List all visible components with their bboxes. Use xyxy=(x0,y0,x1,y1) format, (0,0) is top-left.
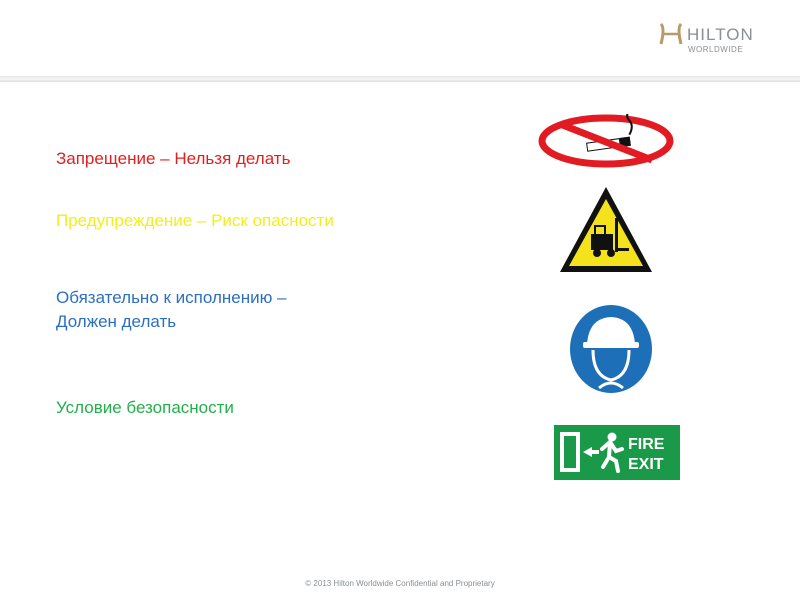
exit-text: EXIT xyxy=(628,456,664,473)
safe-condition-label: Условие безопасности xyxy=(56,398,234,417)
mandatory-label xyxy=(56,286,287,334)
fire-exit-sign-icon xyxy=(554,425,680,480)
prohibition-label: Запрещение – Нельзя делать xyxy=(56,149,291,168)
no-smoking-sign-icon xyxy=(538,114,678,168)
logo-subtitle: WORLDWIDE xyxy=(688,45,744,54)
warning-label: Предупреждение – Риск опасности xyxy=(56,211,334,230)
logo-wordmark: HILTON xyxy=(687,25,754,44)
hilton-h-mark-icon xyxy=(659,22,683,46)
fire-text: FIRE xyxy=(628,436,665,453)
mandatory-label-line1: Обязательно к исполнению – xyxy=(56,288,287,307)
forklift-warning-sign-icon xyxy=(557,184,655,276)
header-divider xyxy=(0,76,800,82)
hard-hat-mandatory-sign-icon xyxy=(569,304,653,394)
footer-copyright: © 2013 Hilton Worldwide Confidential and Proprietary xyxy=(305,579,495,588)
hilton-logo xyxy=(659,22,769,58)
mandatory-label-line2: Должен делать xyxy=(56,312,177,331)
